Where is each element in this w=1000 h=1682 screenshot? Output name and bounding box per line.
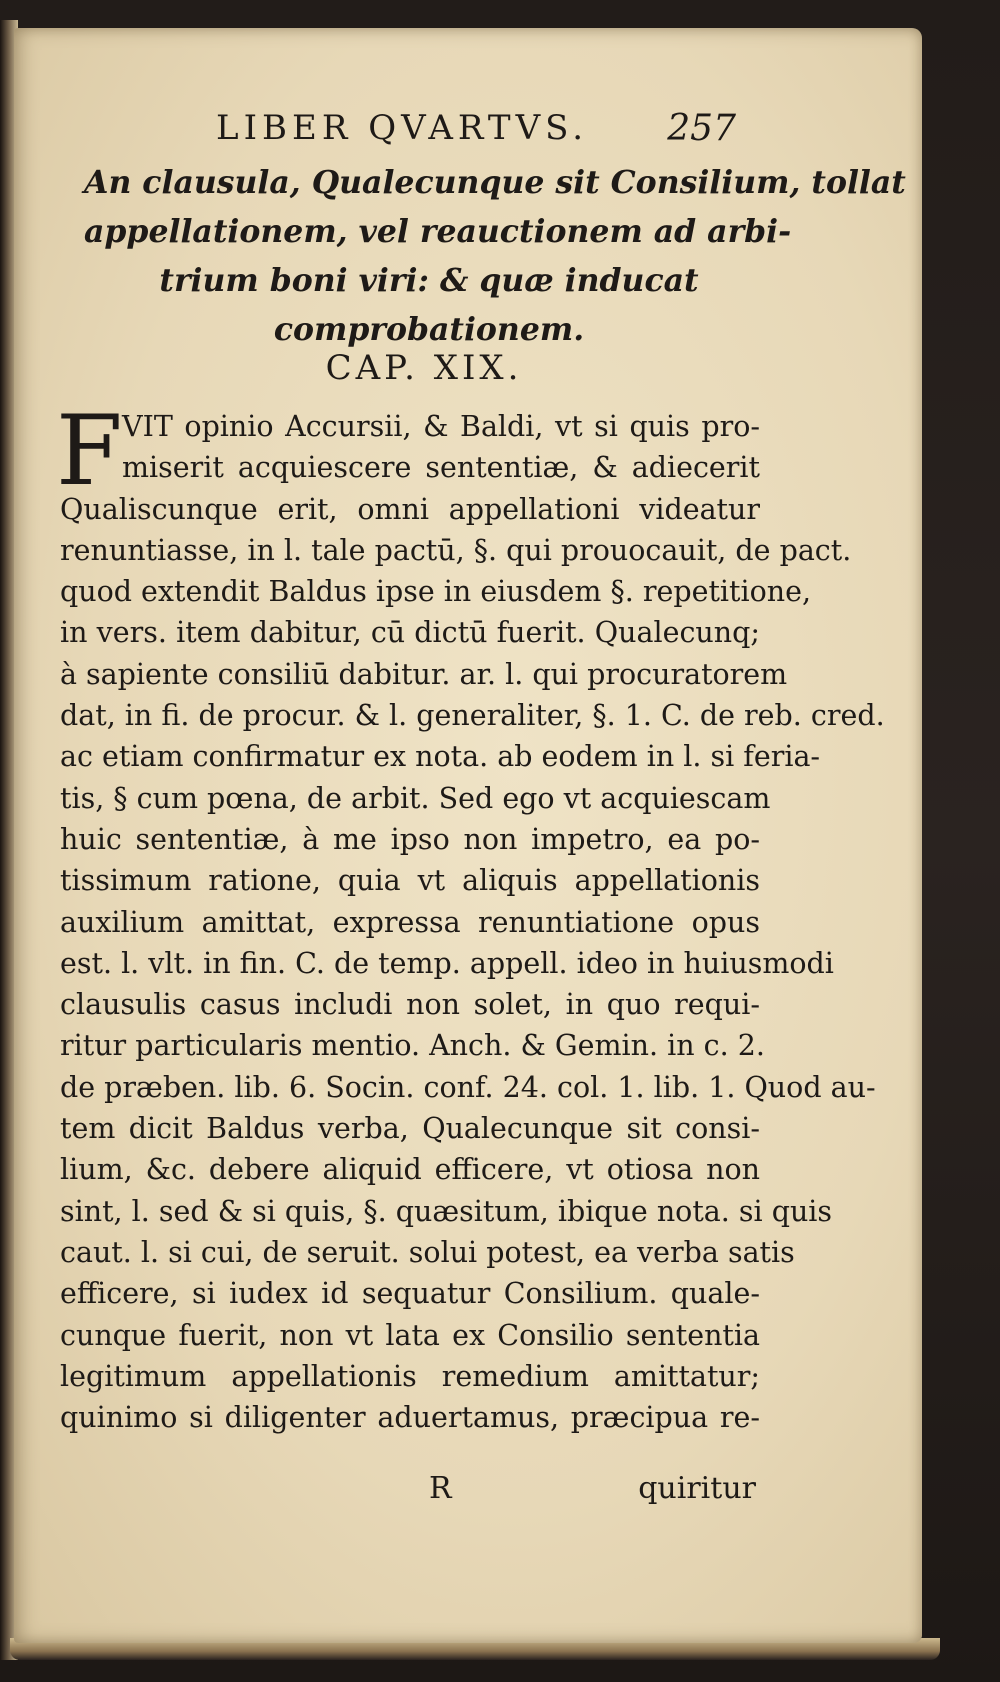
- page-footer: [14, 1471, 774, 1515]
- text-line: in vers. item dabitur, cū dictū fuerit. Qualecunq;: [60, 616, 760, 650]
- text-line: miserit acquiescere sententiæ, & adiecerit: [122, 451, 760, 485]
- text-line: caut. l. si cui, de seruit. solui potest, ea verba satis: [60, 1235, 795, 1269]
- title-line: comprobationem.: [273, 311, 585, 348]
- chapter-title: [84, 158, 906, 354]
- text-line: tissimum ratione, quia vt aliquis appellationis: [60, 864, 760, 898]
- text-line: renuntiasse, in l. tale pactū, §. qui prouocauit, de pact.: [60, 533, 852, 567]
- page-number: 257: [667, 108, 736, 149]
- title-line: appellationem, vel reauctionem ad arbi-: [84, 213, 792, 250]
- text-line: auxilium amittat, expressa renuntiatione opus: [60, 905, 760, 939]
- page-header: [194, 108, 794, 158]
- signature-mark: R: [429, 1471, 452, 1506]
- text-line: sint, l. sed & si quis, §. quæsitum, ibique nota. si quis: [60, 1194, 833, 1228]
- text-line: clausulis casus includi non solet, in quo requi-: [60, 988, 760, 1022]
- body-text: [60, 406, 885, 1438]
- text-line: à sapiente consiliū dabitur. ar. l. qui procuratorem: [60, 657, 788, 691]
- text-line: tem dicit Baldus verba, Qualecunque sit consi-: [60, 1112, 760, 1146]
- running-head: LIBER QVARTVS.: [216, 108, 589, 148]
- drop-cap: F: [56, 395, 123, 507]
- text-line: VIT opinio Accursii, & Baldi, vt si quis pro-: [122, 410, 760, 443]
- text-line: de præben. lib. 6. Socin. conf. 24. col. 1. lib. 1. Quod au-: [60, 1070, 876, 1104]
- text-line: huic sententiæ, à me ipso non impetro, ea po-: [60, 822, 760, 856]
- chapter-number: CAP. XIX.: [325, 348, 523, 388]
- text-line: cunque fuerit, non vt lata ex Consilio sententia: [60, 1318, 760, 1352]
- text-line: efficere, si iudex id sequatur Consilium. quale-: [60, 1277, 760, 1311]
- text-line: lium, &c. debere aliquid efficere, vt otiosa non: [60, 1153, 760, 1187]
- text-line: dat, in fi. de procur. & l. generaliter, §. 1. C. de reb. cred.: [60, 699, 885, 733]
- catchword: quiritur: [638, 1471, 756, 1506]
- title-line: trium boni viri: & quæ inducat: [159, 262, 699, 299]
- title-line: An clausula, Qualecunque sit Consilium, tollat: [84, 164, 906, 201]
- text-line: Qualiscunque erit, omni appellationi videatur: [60, 492, 760, 526]
- text-line: ritur particularis mentio. Anch. & Gemin. in c. 2.: [60, 1029, 765, 1063]
- text-line: ac etiam confirmatur ex nota. ab eodem in l. si feria-: [60, 740, 821, 774]
- text-line: est. l. vlt. in fin. C. de temp. appell. ideo in huiusmodi: [60, 946, 834, 980]
- text-line: tis, § cum pœna, de arbit. Sed ego vt acquiescam: [60, 781, 771, 815]
- text-line: quinimo si diligenter aduertamus, præcipua re-: [60, 1401, 760, 1435]
- text-line: quod extendit Baldus ipse in eiusdem §. repetitione,: [60, 575, 812, 609]
- book-page: [14, 28, 922, 1643]
- text-line: legitimum appellationis remedium amittatur;: [60, 1359, 760, 1393]
